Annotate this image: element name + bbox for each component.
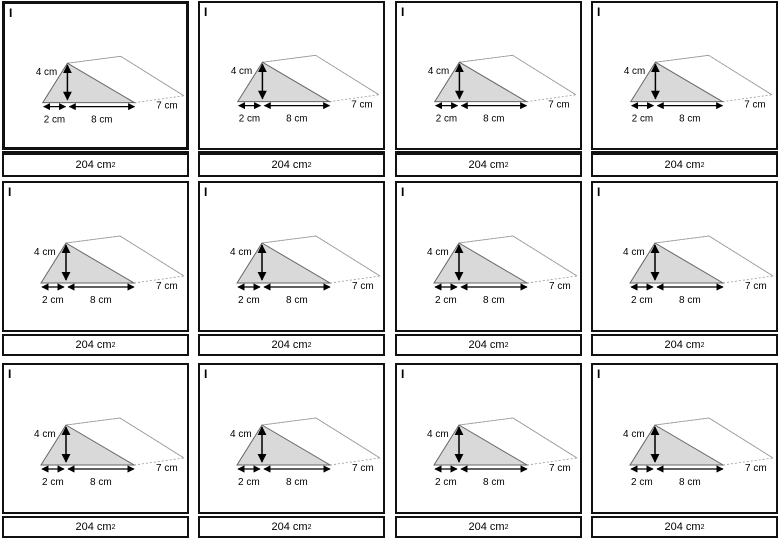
prism-top-edge: [120, 418, 184, 458]
prism-top-edge: [513, 55, 576, 94]
answer-unit: cm: [489, 339, 505, 351]
height-label: 4 cm: [427, 247, 449, 258]
answer-box: [395, 151, 582, 177]
card-id-label: I: [401, 5, 405, 19]
answer-unit: cm: [685, 159, 701, 171]
answer-box: [395, 516, 582, 538]
prism-diagram: [200, 3, 387, 152]
card-id-label: I: [597, 367, 601, 381]
answer-exponent: 2: [111, 161, 116, 169]
answer-exponent: 2: [700, 523, 705, 531]
height-label: 4 cm: [623, 247, 645, 258]
height-label: 4 cm: [230, 66, 253, 78]
left-base-label: 2 cm: [42, 295, 64, 306]
answer-value: 204: [664, 521, 683, 533]
answer-unit: cm: [96, 521, 112, 533]
right-base-label: 8 cm: [91, 114, 113, 126]
prism-ridge-edge: [67, 56, 120, 63]
length-label: 7 cm: [548, 99, 570, 111]
left-base-label: 2 cm: [631, 477, 653, 488]
right-base-label: 8 cm: [90, 477, 112, 488]
answer-box: [591, 334, 778, 356]
prism-diagram: [593, 365, 780, 516]
prism-top-edge: [121, 56, 184, 95]
prism-diagram: [4, 183, 191, 334]
length-label: 7 cm: [156, 463, 178, 474]
answer-unit: cm: [292, 159, 308, 171]
length-label: 7 cm: [352, 463, 374, 474]
left-base-label: 2 cm: [631, 113, 654, 125]
answer-unit: cm: [292, 521, 308, 533]
answer-value: 204: [468, 521, 487, 533]
prism-ridge-edge: [655, 236, 709, 243]
answer-exponent: 2: [111, 523, 116, 531]
prism-card: [591, 181, 778, 332]
answer-value: 204: [271, 159, 290, 171]
left-base-label: 2 cm: [435, 113, 458, 125]
right-base-label: 8 cm: [679, 477, 701, 488]
card-id-label: I: [204, 185, 208, 199]
left-base-label: 2 cm: [435, 477, 457, 488]
left-base-label: 2 cm: [43, 114, 66, 126]
answer-unit: cm: [96, 339, 112, 351]
length-label: 7 cm: [156, 281, 178, 292]
prism-top-edge: [709, 236, 773, 276]
prism-card: [395, 363, 582, 514]
answer-unit: cm: [685, 339, 701, 351]
answer-unit: cm: [685, 521, 701, 533]
length-label: 7 cm: [351, 99, 373, 111]
answer-exponent: 2: [504, 161, 509, 169]
answer-exponent: 2: [307, 341, 312, 349]
left-base-label: 2 cm: [238, 477, 260, 488]
answer-value: 204: [664, 339, 683, 351]
prism-diagram: [397, 3, 584, 152]
prism-diagram: [593, 183, 780, 334]
left-base-label: 2 cm: [42, 477, 64, 488]
prism-top-edge: [709, 55, 772, 94]
prism-ridge-edge: [262, 236, 316, 243]
right-base-label: 8 cm: [286, 295, 308, 306]
left-base-label: 2 cm: [238, 295, 260, 306]
prism-top-edge: [316, 418, 380, 458]
answer-exponent: 2: [307, 161, 312, 169]
card-id-label: I: [401, 367, 405, 381]
prism-diagram: [200, 183, 387, 334]
answer-exponent: 2: [307, 523, 312, 531]
card-id-label: I: [204, 367, 208, 381]
answer-exponent: 2: [700, 161, 705, 169]
height-label: 4 cm: [623, 66, 646, 78]
right-base-label: 8 cm: [679, 295, 701, 306]
prism-ridge-edge: [262, 418, 316, 425]
prism-diagram: [397, 365, 584, 516]
prism-diagram: [397, 183, 584, 334]
height-label: 4 cm: [34, 429, 56, 440]
right-base-label: 8 cm: [286, 113, 308, 125]
right-base-label: 8 cm: [286, 477, 308, 488]
answer-value: 204: [468, 159, 487, 171]
right-base-label: 8 cm: [483, 113, 505, 125]
prism-card: [591, 1, 778, 150]
prism-ridge-edge: [459, 418, 513, 425]
right-base-label: 8 cm: [679, 113, 701, 125]
answer-box: [591, 516, 778, 538]
answer-exponent: 2: [111, 341, 116, 349]
answer-box: [198, 151, 385, 177]
left-base-label: 2 cm: [238, 113, 261, 125]
prism-diagram: [593, 3, 780, 152]
answer-unit: cm: [96, 159, 112, 171]
answer-value: 204: [664, 159, 683, 171]
height-label: 4 cm: [427, 66, 450, 78]
length-label: 7 cm: [549, 281, 571, 292]
prism-card: [395, 181, 582, 332]
card-id-label: I: [204, 5, 208, 19]
answer-box: [591, 151, 778, 177]
prism-top-edge: [316, 236, 380, 276]
answer-box: [2, 334, 189, 356]
answer-box: [198, 334, 385, 356]
card-id-label: I: [9, 6, 13, 20]
prism-ridge-edge: [459, 55, 512, 62]
height-label: 4 cm: [230, 247, 252, 258]
length-label: 7 cm: [745, 281, 767, 292]
prism-diagram: [4, 365, 191, 516]
prism-card: [2, 181, 189, 332]
height-label: 4 cm: [35, 67, 58, 79]
prism-top-edge: [513, 418, 577, 458]
height-label: 4 cm: [623, 429, 645, 440]
answer-box: [198, 516, 385, 538]
prism-top-edge: [316, 55, 379, 94]
answer-value: 204: [468, 339, 487, 351]
answer-box: [2, 516, 189, 538]
length-label: 7 cm: [549, 463, 571, 474]
card-id-label: I: [8, 367, 12, 381]
prism-ridge-edge: [262, 55, 315, 62]
prism-top-edge: [120, 236, 184, 276]
right-base-label: 8 cm: [90, 295, 112, 306]
answer-box: [395, 334, 582, 356]
length-label: 7 cm: [352, 281, 374, 292]
prism-card: [198, 1, 385, 150]
prism-card: [591, 363, 778, 514]
answer-exponent: 2: [700, 341, 705, 349]
prism-top-edge: [709, 418, 773, 458]
prism-ridge-edge: [459, 236, 513, 243]
length-label: 7 cm: [744, 99, 766, 111]
left-base-label: 2 cm: [631, 295, 653, 306]
card-id-label: I: [8, 185, 12, 199]
prism-ridge-edge: [66, 236, 120, 243]
height-label: 4 cm: [34, 247, 56, 258]
answer-value: 204: [75, 339, 94, 351]
prism-card: [198, 181, 385, 332]
answer-box: [2, 151, 189, 177]
prism-diagram: [200, 365, 387, 516]
prism-card: [395, 1, 582, 150]
right-base-label: 8 cm: [483, 477, 505, 488]
card-id-label: I: [597, 185, 601, 199]
answer-unit: cm: [489, 521, 505, 533]
answer-value: 204: [75, 521, 94, 533]
prism-diagram: [5, 4, 192, 153]
length-label: 7 cm: [745, 463, 767, 474]
height-label: 4 cm: [230, 429, 252, 440]
prism-ridge-edge: [655, 418, 709, 425]
prism-top-edge: [513, 236, 577, 276]
right-base-label: 8 cm: [483, 295, 505, 306]
prism-card: [2, 1, 189, 150]
answer-value: 204: [75, 159, 94, 171]
answer-value: 204: [271, 521, 290, 533]
answer-unit: cm: [489, 159, 505, 171]
card-id-label: I: [401, 185, 405, 199]
height-label: 4 cm: [427, 429, 449, 440]
prism-ridge-edge: [66, 418, 120, 425]
answer-exponent: 2: [504, 341, 509, 349]
left-base-label: 2 cm: [435, 295, 457, 306]
prism-ridge-edge: [655, 55, 708, 62]
prism-card: [198, 363, 385, 514]
prism-card: [2, 363, 189, 514]
card-id-label: I: [597, 5, 601, 19]
answer-exponent: 2: [504, 523, 509, 531]
length-label: 7 cm: [156, 100, 178, 112]
answer-value: 204: [271, 339, 290, 351]
answer-unit: cm: [292, 339, 308, 351]
